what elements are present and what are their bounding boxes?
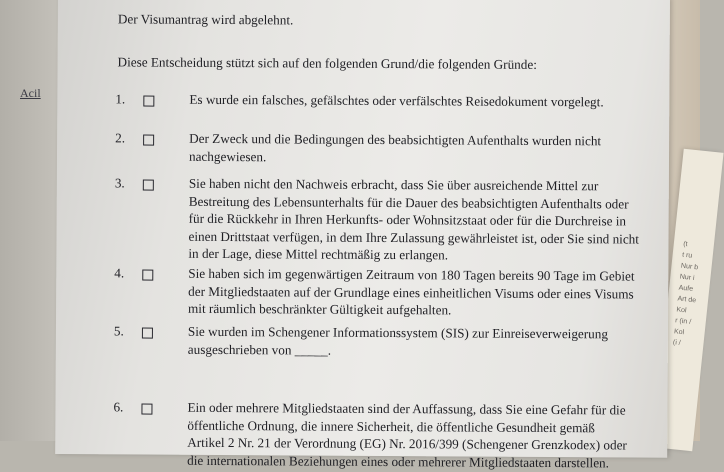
item-line: der Mitgliedstaaten auf der Grundlage eines einheitlichen Visums oder eines Visums bbox=[188, 283, 634, 302]
side-fragment: Aufe bbox=[678, 284, 694, 293]
item-line: Es wurde ein falsches, gefälschtes oder verfälschtes Reisedokument vorgelegt. bbox=[189, 91, 604, 110]
item-line: Bestreitung des Lebensunterhalts für die Dauer des beabsichtigten Aufenthalts oder bbox=[188, 193, 629, 212]
document-sheet bbox=[55, 0, 670, 471]
item-line: einen Drittstaat verfügen, in dem Ihre Zulassung gewährleistet ist, oder Sie sind nicht bbox=[188, 228, 640, 247]
item-line: Ein oder mehrere Mitgliedstaaten sind der Auffassung, dass Sie eine Gefahr für die bbox=[187, 399, 626, 418]
side-fragment: Nur i bbox=[679, 273, 695, 283]
reason-checkbox[interactable] bbox=[143, 135, 154, 146]
reasons-intro: Diese Entscheidung stützt sich auf den folgenden Grund/die folgenden Gründe: bbox=[117, 54, 537, 72]
reason-checkbox[interactable] bbox=[142, 270, 153, 281]
side-fragment: (i / bbox=[672, 339, 682, 347]
reason-checkbox[interactable] bbox=[143, 96, 154, 107]
reason-checkbox[interactable] bbox=[142, 328, 153, 339]
item-text bbox=[189, 91, 603, 111]
item-text bbox=[188, 323, 608, 361]
side-fragment: Art de bbox=[677, 295, 697, 305]
item-line: Artikel 2 Nr. 21 der Verordnung (EG) Nr. 2016/399 (Schengener Grenzkodex) oder bbox=[187, 434, 627, 453]
item-number: 1. bbox=[115, 91, 126, 107]
item-line: Sie haben nicht den Nachweis erbracht, dass Sie über ausreichende Mittel zur bbox=[188, 175, 599, 194]
side-fragment: Kol bbox=[673, 328, 685, 337]
item-line: nachgewiesen. bbox=[188, 148, 267, 164]
item-line: Der Zweck und die Bedingungen des beabsichtigten Aufenthalts wurden nicht bbox=[189, 130, 602, 149]
margin-note: Acil bbox=[20, 86, 41, 100]
item-text bbox=[189, 130, 601, 168]
side-fragment: t ru bbox=[681, 251, 693, 260]
item-number: 2. bbox=[115, 130, 126, 146]
item-line: ausgeschrieben von _____. bbox=[187, 341, 332, 358]
side-fragment: Nur b bbox=[680, 262, 699, 272]
item-line: für die Rückkehr in Ihren Herkunfts- oder Wohnsitzstaat oder für die Durchreise in bbox=[188, 210, 627, 229]
side-fragment: r (in / bbox=[674, 317, 692, 326]
item-line: die internationalen Beziehungen eines oder mehrerer Mitgliedstaaten darstellen. bbox=[187, 452, 610, 471]
item-line: Sie wurden im Schengener Informationssystem (SIS) zur Einreiseverweigerung bbox=[187, 323, 609, 342]
item-line: öffentliche Ordnung, die innere Sicherheit, die öffentliche Gesundheit gemäß bbox=[187, 417, 595, 435]
item-line: Sie haben sich im gegenwärtigen Zeitraum von 180 Tagen bereits 90 Tage im Gebiet bbox=[188, 265, 635, 284]
item-line: mit räumlich beschränkter Gültigkeit aufgehalten. bbox=[188, 300, 452, 318]
item-number: 5. bbox=[113, 323, 124, 339]
side-fragment: (t bbox=[682, 240, 688, 249]
item-number: 4. bbox=[114, 265, 125, 281]
side-fragment: Kol bbox=[675, 306, 687, 315]
item-text bbox=[188, 175, 639, 266]
item-number: 3. bbox=[114, 175, 125, 191]
background-left bbox=[0, 0, 60, 441]
item-line: in der Lage, diese Mittel rechtmäßig zu erlangen. bbox=[188, 246, 449, 263]
item-text bbox=[188, 265, 635, 321]
reason-checkbox[interactable] bbox=[141, 404, 152, 415]
reason-checkbox[interactable] bbox=[143, 180, 154, 191]
decision-heading: Der Visumantrag wird abgelehnt. bbox=[117, 11, 294, 28]
item-text bbox=[187, 399, 627, 472]
item-number: 6. bbox=[113, 399, 124, 415]
